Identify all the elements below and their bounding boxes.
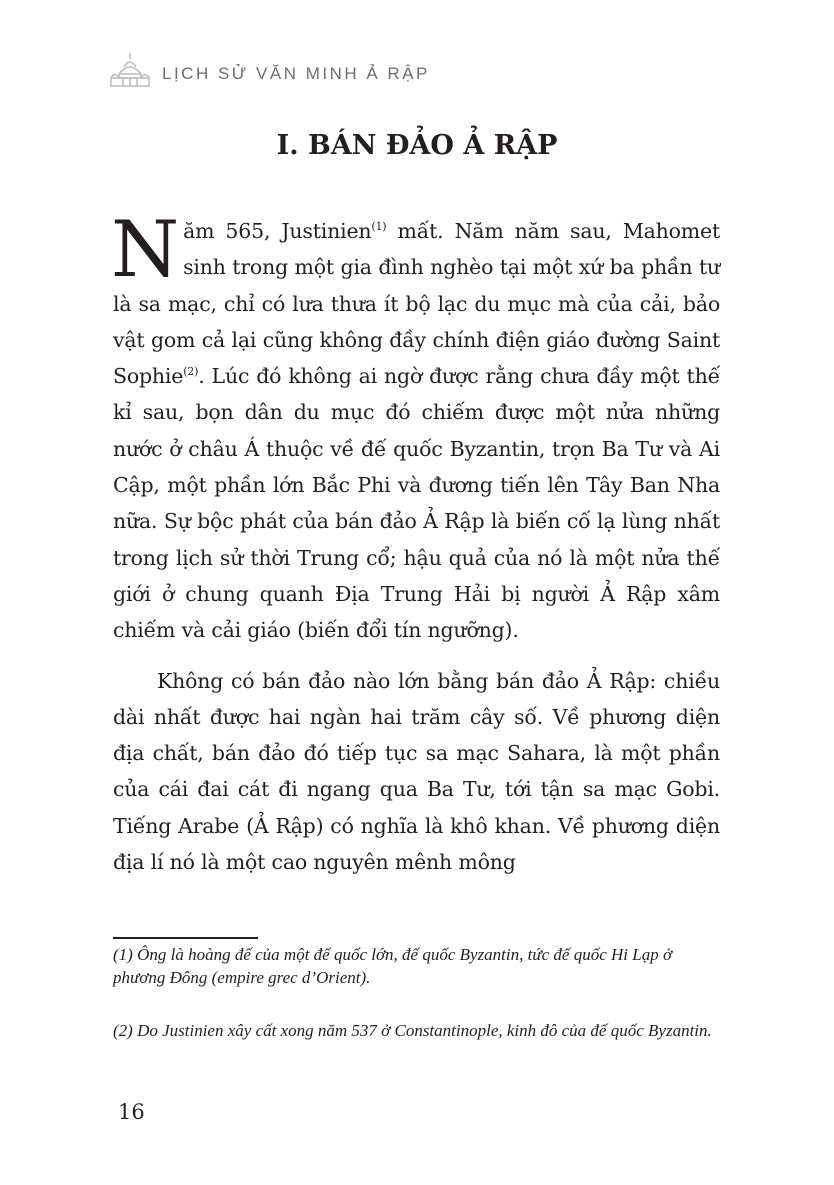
paragraph-1-part-a: ăm 565, Justinien xyxy=(183,219,372,243)
paragraph-2: Không có bán đảo nào lớn bằng bán đảo Ả Rập: chiều dài nhất được hai ngàn hai trăm cây số. Về phương diện địa chất, bán đảo đó tiếp tục sa mạc Sahara, là một phần của cái đai cát đi ngang qua Ba Tư, tới tận sa mạc Gobi. Tiếng Arabe (Ả Rập) có nghĩa là khô khan. Về phương diện địa lí nó là một cao nguyên mênh mông xyxy=(113,668,720,875)
footnote-ref-1[interactable]: (1) xyxy=(371,220,387,233)
chapter-title: I. BÁN ĐẢO Ả RẬP xyxy=(276,130,558,161)
body-text xyxy=(111,205,720,880)
running-title: LỊCH SỬ VĂN MINH Ả RẬP xyxy=(162,64,430,83)
footnote-divider xyxy=(113,937,258,939)
mosque-dome-icon xyxy=(108,52,152,90)
drop-cap: N xyxy=(111,205,180,295)
paragraph-1 xyxy=(111,205,720,649)
paragraph-1-part-c: . Lúc đó không ai ngờ được rằng chưa đầy một thế kỉ sau, bọn dân du mục đó chiếm được một nửa những nước ở châu Á thuộc về đế quốc Byzantin, trọn Ba Tư và Ai Cập, một phần lớn Bắc Phi và đương tiến lên Tây Ban Nha nữa. Sự bộc phát của bán đảo Ả Rập là biến cố lạ lùng nhất trong lịch sử thời Trung cổ; hậu quả của nó là một nửa thế giới ở chung quanh Địa Trung Hải bị người Ả Rập xâm chiếm và cải giáo (biến đổi tín ngưỡng). xyxy=(113,364,720,643)
page-number: 16 xyxy=(118,1100,145,1124)
paragraph-1-part-b: mất. Năm năm sau, Mahomet sinh trong một gia đình nghèo tại một xứ ba phần tư là sa mạc, chỉ có lưa thưa ít bộ lạc du mục mà của cải, bảo vật gom cả lại cũng không đầy chính điện giáo đường Saint Sophie xyxy=(113,219,720,389)
running-header xyxy=(108,52,430,90)
footnote-1: (1) Ông là hoàng đế của một đế quốc lớn, đế quốc Byzantin, tức đế quốc Hi Lạp ở phương Đông (empire grec d’Orient). xyxy=(113,945,673,987)
footnote-2: (2) Do Justinien xây cất xong năm 537 ở Constantinople, kinh đô của đế quốc Byzantin. xyxy=(113,1021,712,1040)
footnote-ref-2[interactable]: (2) xyxy=(183,365,199,379)
